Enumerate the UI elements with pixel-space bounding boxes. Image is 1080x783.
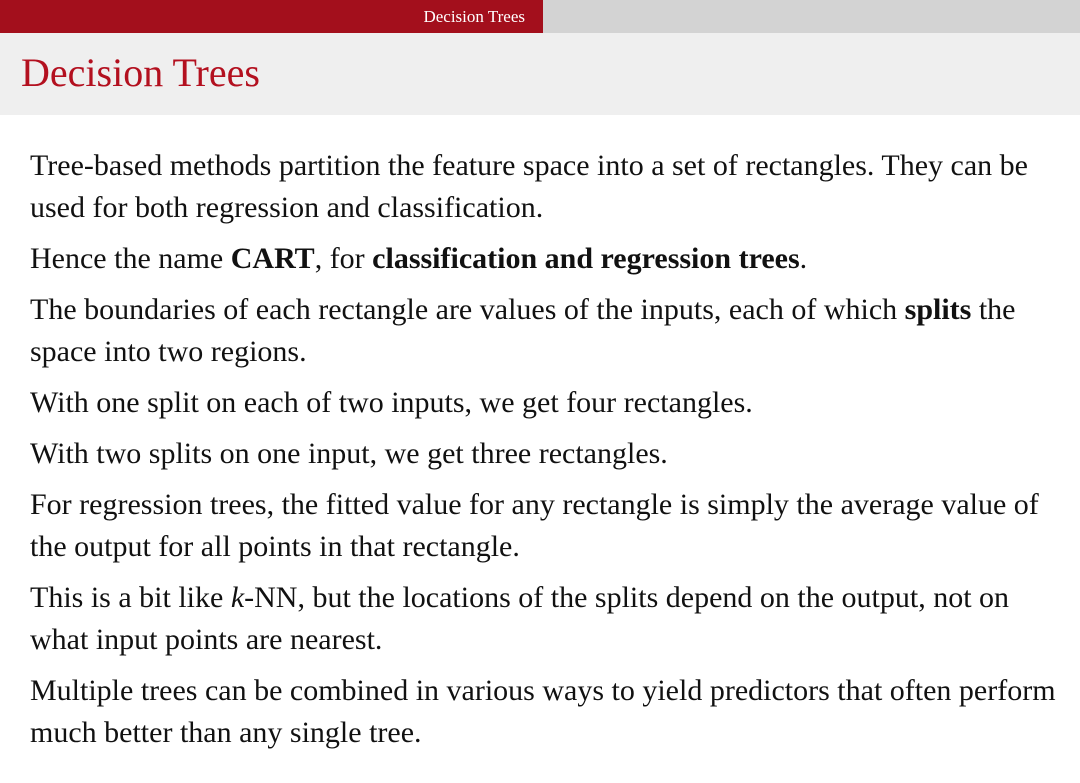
section-tab[interactable] <box>0 0 543 33</box>
paragraph-4: With one split on each of two inputs, we get four rectangles. <box>30 386 753 419</box>
section-tab-label: Decision Trees <box>423 6 525 26</box>
slide-title: Decision Trees <box>21 50 260 95</box>
paragraph-7-text-a: This is a bit like <box>30 581 231 614</box>
top-navigation-bar <box>0 0 1080 33</box>
paragraph-2-text-a: Hence the name <box>30 242 231 275</box>
title-band <box>0 33 1080 115</box>
paragraph-5: With two splits on one input, we get three rectangles. <box>30 437 668 470</box>
splits-term: splits <box>904 293 972 326</box>
paragraph-2-text-c: , for <box>314 242 373 275</box>
paragraph-7 <box>30 577 1070 661</box>
cart-term: CART <box>230 242 315 275</box>
paragraph-8: Multiple trees can be combined in various ways to yield predictors that often perform much better than any single tree. <box>30 674 1056 749</box>
paragraph-3-text-c: the space into two regions. <box>30 293 1016 368</box>
cart-expansion: classification and regression trees <box>372 242 800 275</box>
slide-body <box>30 145 1070 763</box>
paragraph-6: For regression trees, the fitted value for any rectangle is simply the average value of the output for all points in that rectangle. <box>30 488 1039 563</box>
paragraph-2 <box>30 238 1070 280</box>
paragraph-1: Tree-based methods partition the feature space into a set of rectangles. They can be used for both regression and classification. <box>30 149 1028 224</box>
paragraph-3-text-a: The boundaries of each rectangle are values of the inputs, each of which <box>30 293 905 326</box>
k-variable: k <box>230 581 245 614</box>
paragraph-3 <box>30 289 1070 373</box>
paragraph-7-text-c: -NN, but the locations of the splits depend on the output, not on what input points are nearest. <box>30 581 1010 656</box>
paragraph-2-text-e: . <box>799 242 808 275</box>
